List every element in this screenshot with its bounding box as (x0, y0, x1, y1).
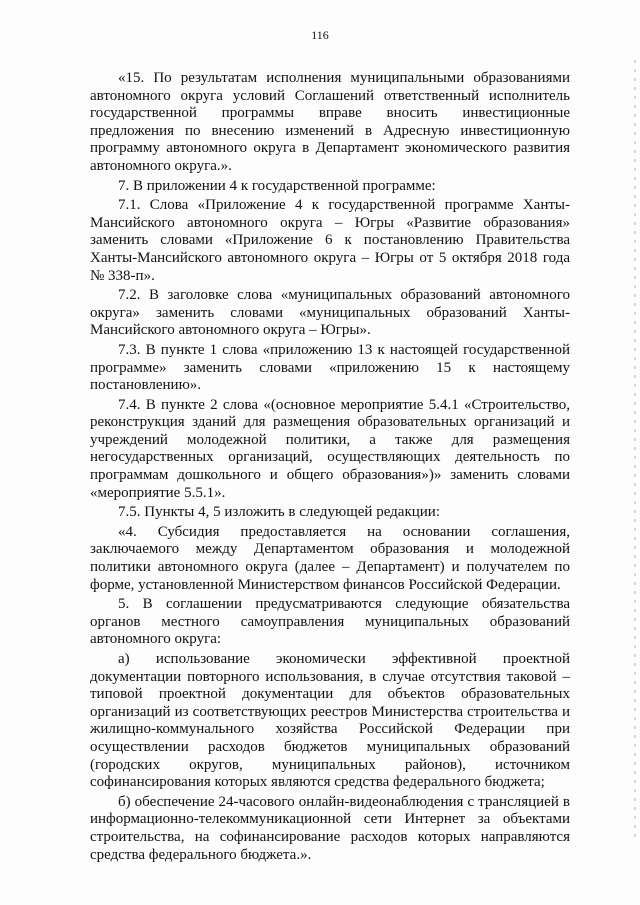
paragraph-7-2: 7.2. В заголовке слова «муниципальных образований автономного округа» заменить словами «муниципальных образований Ханты-Мансийского автономного округа – Югры». (90, 287, 570, 339)
page-number: 116 (311, 28, 329, 42)
paragraph-item-4: «4. Субсидия предоставляется на основании соглашения, заключаемого между Департаментом образования и молодежной политики автономного округа (далее – Департамент) и получателем по форме, установленной Министерством финансов Российской Федерации. (90, 523, 570, 593)
paragraph-7: 7. В приложении 4 к государственной программе: (118, 177, 436, 194)
paragraph-item-15: «15. По результатам исполнения муниципальными образованиями автономного округа условий Соглашений ответственный исполнитель государственной программы вправе вносить инвестиционные предложения по внесению изменений в Адресную инвестиционную программу автономного округа в Департамент экономического развития автономного округа.». (90, 70, 570, 174)
document-body (90, 70, 570, 866)
paragraph-7-1: 7.1. Слова «Приложение 4 к государственной программе Ханты-Мансийского автономного округа – Югры «Развитие образования» заменить словами «Приложение 6 к постановлению Правительства Ханты-Мансийского автономного округа – Югры от 5 октября 2018 года № 338-п». (90, 197, 570, 284)
paragraph-item-5: 5. В соглашении предусматриваются следующие обязательства органов местного самоуправления муниципальных образований автономного округа: (90, 596, 570, 648)
paragraph-7-4: 7.4. В пункте 2 слова «(основное мероприятие 5.4.1 «Строительство, реконструкция зданий для размещения образовательных организаций и учреждений молодежной политики, а также для размещения негосударственных организаций, осуществляющих деятельность по программам дошкольного и общего образования»)» заменить словами «мероприятие 5.5.1». (90, 396, 570, 501)
paragraph-subitem-b: б) обеспечение 24-часового онлайн-видеонаблюдения с трансляцией в информационно-телекоммуникационной сети Интернет за объектами строительства, на софинансирование расходов которых направляются средства федерального бюджета.». (90, 793, 570, 863)
paragraph-7-3: 7.3. В пункте 1 слова «приложению 13 к настоящей государственной программе» заменить словами «приложению 15 к настоящему постановлению». (90, 341, 570, 394)
paragraph-7-5: 7.5. Пункты 4, 5 изложить в следующей редакции: (118, 504, 440, 521)
paragraph-subitem-a: а) использование экономически эффективной проектной документации повторного использования, в случае отсутствия таковой – типовой проектной документации для объектов образовательных организаций из соответствующих реестров Министерства строительства и жилищно-коммунального хозяйства Российской Федерации при осуществлении расходов бюджетов муниципальных образований (городских округов, муниципальных районов), источником софинансирования которых являются средства федерального бюджета; (90, 651, 570, 791)
scan-edge-artifact (634, 60, 636, 840)
